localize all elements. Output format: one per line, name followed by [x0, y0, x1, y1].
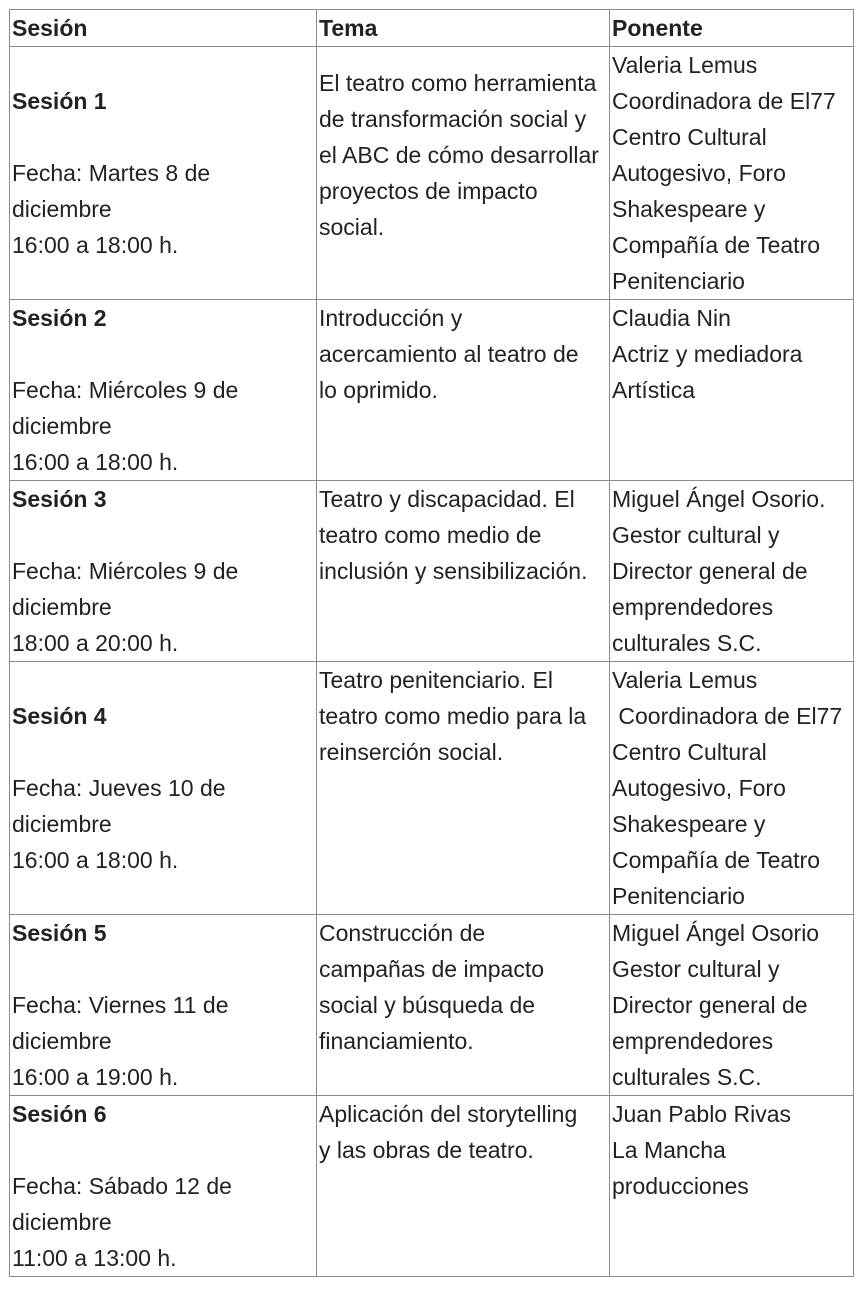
- tema-line: Teatro penitenciario. El: [319, 667, 553, 693]
- tema-line: teatro como medio para la: [319, 703, 587, 729]
- ponente-name: Juan Pablo Rivas: [612, 1101, 791, 1127]
- ponente-line: Shakespeare y: [612, 811, 766, 837]
- ponente-line: Centro Cultural: [612, 739, 767, 765]
- ponente-line: Penitenciario: [612, 883, 745, 909]
- ponente-line: Coordinadora de El77: [612, 703, 843, 729]
- tema-line: inclusión y sensibilización.: [319, 558, 588, 584]
- ponente-cell: [610, 915, 854, 1096]
- session-time: 18:00 a 20:00 h.: [12, 630, 179, 656]
- header-ponente: Ponente: [610, 10, 854, 47]
- tema-cell: [317, 481, 610, 662]
- session-date: diciembre: [12, 811, 112, 837]
- ponente-line: Compañía de Teatro: [612, 847, 820, 873]
- tema-line: campañas de impacto: [319, 956, 545, 982]
- ponente-line: Shakespeare y: [612, 196, 766, 222]
- session-cell: [10, 662, 317, 915]
- tema-cell: [317, 1096, 610, 1277]
- session-time: 16:00 a 18:00 h.: [12, 232, 179, 258]
- ponente-line: producciones: [612, 1173, 749, 1199]
- tema-line: acercamiento al teatro de: [319, 341, 579, 367]
- session-time: 16:00 a 18:00 h.: [12, 449, 179, 475]
- ponente-line: Autogesivo, Foro: [612, 160, 786, 186]
- tema-line: lo oprimido.: [319, 377, 438, 403]
- session-time: 16:00 a 19:00 h.: [12, 1064, 179, 1090]
- tema-line: financiamiento.: [319, 1028, 474, 1054]
- tema-line: Aplicación del storytelling: [319, 1101, 578, 1127]
- tema-cell: [317, 915, 610, 1096]
- ponente-line: Centro Cultural: [612, 124, 767, 150]
- ponente-line: emprendedores: [612, 1028, 774, 1054]
- tema-line: social.: [319, 214, 385, 240]
- tema-line: social y búsqueda de: [319, 992, 536, 1018]
- ponente-cell: [610, 300, 854, 481]
- session-label: Sesión 6: [12, 1101, 107, 1127]
- tema-line: Teatro y discapacidad. El: [319, 486, 575, 512]
- ponente-name: Valeria Lemus: [612, 667, 758, 693]
- ponente-line: Gestor cultural y: [612, 956, 780, 982]
- ponente-cell: [610, 47, 854, 300]
- tema-cell: [317, 300, 610, 481]
- ponente-line: culturales S.C.: [612, 1064, 762, 1090]
- session-cell: [10, 300, 317, 481]
- session-date: diciembre: [12, 1028, 112, 1054]
- session-date: diciembre: [12, 1209, 112, 1235]
- ponente-line: Director general de: [612, 992, 808, 1018]
- ponente-name: Miguel Ángel Osorio.: [612, 486, 826, 512]
- session-label: Sesión 1: [12, 88, 107, 114]
- session-date: Fecha: Sábado 12 de: [12, 1173, 232, 1199]
- table-row: [10, 481, 854, 662]
- session-date: Fecha: Miércoles 9 de: [12, 558, 239, 584]
- ponente-cell: [610, 1096, 854, 1277]
- tema-line: y las obras de teatro.: [319, 1137, 534, 1163]
- ponente-name: Valeria Lemus: [612, 52, 758, 78]
- session-date: Fecha: Viernes 11 de: [12, 992, 229, 1018]
- table-row: [10, 47, 854, 300]
- session-date: diciembre: [12, 594, 112, 620]
- tema-cell: [317, 662, 610, 915]
- ponente-line: Director general de: [612, 558, 808, 584]
- session-cell: [10, 47, 317, 300]
- ponente-line: Actriz y mediadora: [612, 341, 803, 367]
- ponente-cell: [610, 662, 854, 915]
- sessions-table: [9, 9, 854, 1277]
- session-cell: [10, 915, 317, 1096]
- ponente-line: Coordinadora de El77: [612, 88, 836, 114]
- session-date: Fecha: Jueves 10 de: [12, 775, 226, 801]
- table-header-row: [10, 10, 854, 47]
- session-cell: [10, 1096, 317, 1277]
- session-date: diciembre: [12, 413, 112, 439]
- table-row: [10, 300, 854, 481]
- ponente-line: culturales S.C.: [612, 630, 762, 656]
- table-row: [10, 1096, 854, 1277]
- tema-line: Introducción y: [319, 305, 463, 331]
- ponente-line: Gestor cultural y: [612, 522, 780, 548]
- session-cell: [10, 481, 317, 662]
- ponente-line: Penitenciario: [612, 268, 745, 294]
- tema-line: teatro como medio de: [319, 522, 542, 548]
- session-label: Sesión 4: [12, 703, 107, 729]
- table-row: [10, 915, 854, 1096]
- ponente-line: Compañía de Teatro: [612, 232, 820, 258]
- ponente-line: Artística: [612, 377, 696, 403]
- table-row: [10, 662, 854, 915]
- ponente-cell: [610, 481, 854, 662]
- session-time: 16:00 a 18:00 h.: [12, 847, 179, 873]
- tema-line: Construcción de: [319, 920, 486, 946]
- session-date: Fecha: Martes 8 de: [12, 160, 211, 186]
- ponente-name: Miguel Ángel Osorio: [612, 920, 820, 946]
- ponente-line: Autogesivo, Foro: [612, 775, 786, 801]
- tema-line: de transformación social y: [319, 106, 587, 132]
- session-label: Sesión 5: [12, 920, 107, 946]
- session-date: Fecha: Miércoles 9 de: [12, 377, 239, 403]
- session-date: diciembre: [12, 196, 112, 222]
- header-sesion: Sesión: [10, 10, 317, 47]
- tema-line: el ABC de cómo desarrollar: [319, 142, 599, 168]
- ponente-line: La Mancha: [612, 1137, 726, 1163]
- tema-line: reinserción social.: [319, 739, 504, 765]
- tema-cell: [317, 47, 610, 300]
- tema-line: El teatro como herramienta: [319, 70, 597, 96]
- header-tema: Tema: [317, 10, 610, 47]
- session-label: Sesión 3: [12, 486, 107, 512]
- session-label: Sesión 2: [12, 305, 107, 331]
- ponente-name: Claudia Nin: [612, 305, 731, 331]
- tema-line: proyectos de impacto: [319, 178, 538, 204]
- ponente-line: emprendedores: [612, 594, 774, 620]
- session-time: 11:00 a 13:00 h.: [12, 1245, 177, 1271]
